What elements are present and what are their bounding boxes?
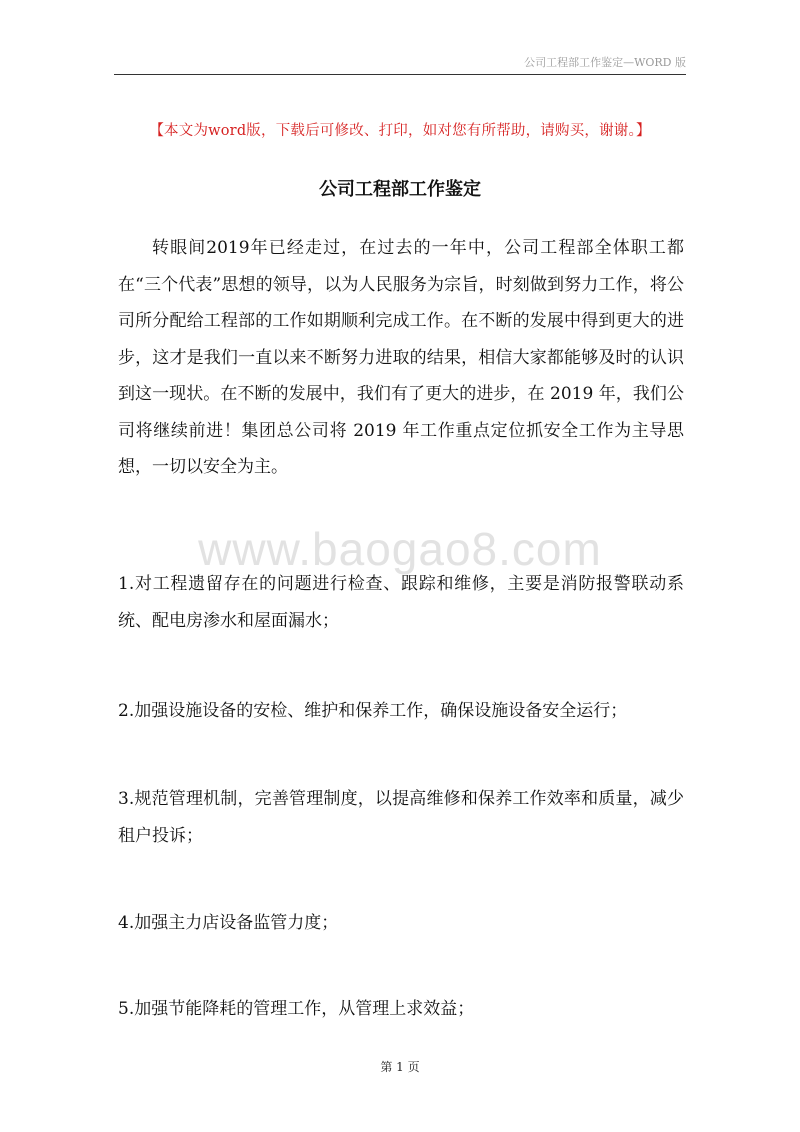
watermark: www.baogao8.com [198,523,602,575]
list-item: 4.加强主力店设备监管力度； [118,913,339,933]
document-title: 公司工程部工作鉴定 [319,179,481,200]
purchase-notice: 【本文为word版，下载后可修改、打印，如对您有所帮助，请购买，谢谢。】 [149,123,651,139]
list-item: 1.对工程遗留存在的问题进行检查、跟踪和维修，主要是消防报警联动系统、配电房渗水和屋面漏水； [118,574,684,631]
list-item: 2.加强设施设备的安检、维护和保养工作，确保设施设备安全运行； [118,701,628,721]
running-header: 公司工程部工作鉴定—WORD 版 [524,56,686,69]
list-item: 3.规范管理机制，完善管理制度，以提高维修和保养工作效率和质量，减少租户投诉； [118,789,684,846]
header-divider [114,74,686,75]
list-item: 5.加强节能降耗的管理工作，从管理上求效益； [118,999,475,1019]
intro-paragraph: 转眼间2019年已经走过，在过去的一年中，公司工程部全体职工都在“三个代表”思想的领导，以为人民服务为宗旨，时刻做到努力工作，将公司所分配给工程部的工作如期顺利完成工作。在不断的发展中得到更大的进步，这才是我们一直以来不断努力进取的结果，相信大家都能够及时的认识到这一现状。在不断的发展中，我们有了更大的进步，在 2019 年，我们公司将继续前进！集团总公司将 2019 年工作重点定位抓安全工作为主导思想，一切以安全为主。 [118,238,684,477]
page-number: 第 1 页 [380,1060,420,1074]
